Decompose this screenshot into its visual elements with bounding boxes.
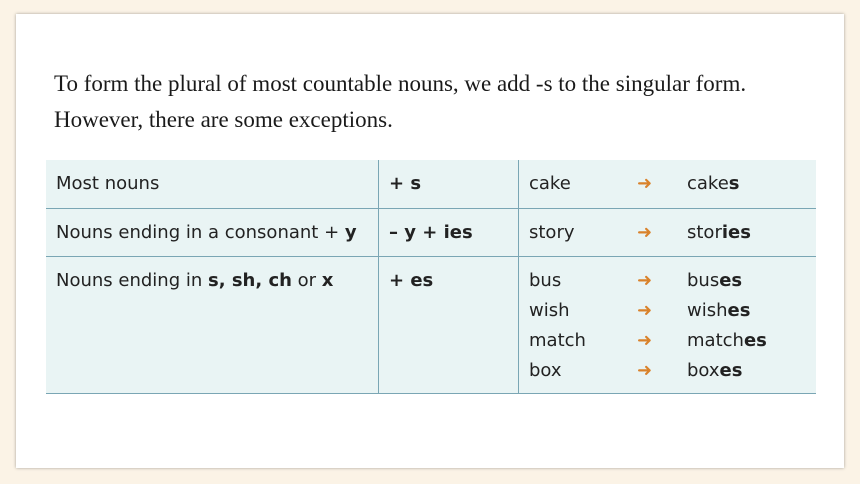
- table-row: [46, 209, 816, 257]
- singular-word: cake: [529, 173, 571, 194]
- table-row: [46, 160, 816, 209]
- example-pair: [529, 222, 806, 252]
- singular-word: bus: [529, 270, 562, 291]
- arrow-icon: ➜: [637, 300, 653, 321]
- plural-word: stories: [687, 222, 751, 243]
- arrow-icon: ➜: [637, 330, 653, 351]
- plural-word: wishes: [687, 300, 751, 321]
- example-pair: [529, 330, 806, 360]
- change-cell: [379, 209, 519, 257]
- change-cell: [379, 160, 519, 209]
- arrow-icon: ➜: [637, 173, 653, 194]
- example-pair: [529, 270, 806, 300]
- singular-word: wish: [529, 300, 570, 321]
- singular-word: box: [529, 360, 562, 381]
- rule-bold: y: [344, 222, 357, 243]
- plural-word: boxes: [687, 360, 743, 381]
- intro-line-1: To form the plural of most countable nouns, we add -s to the singular form.: [54, 71, 747, 96]
- plural-word: buses: [687, 270, 743, 291]
- rule-cell: [46, 209, 379, 257]
- rule-text: Most nouns: [56, 173, 160, 194]
- examples-cell: [519, 160, 817, 209]
- examples-cell: [519, 257, 817, 394]
- plural-word: matches: [687, 330, 767, 351]
- plural-word: cakes: [687, 173, 740, 194]
- change-text: – y + ies: [389, 222, 473, 243]
- rule-cell: Nouns ending in s, sh, ch or x: [46, 257, 379, 394]
- table-row: [46, 257, 816, 394]
- example-pair: [529, 300, 806, 330]
- intro-paragraph: [54, 66, 844, 138]
- change-text: + es: [389, 270, 434, 291]
- change-text: + s: [389, 173, 422, 194]
- change-cell: [379, 257, 519, 394]
- singular-word: match: [529, 330, 586, 351]
- examples-cell: [519, 209, 817, 257]
- plural-rules-table: [46, 160, 816, 394]
- arrow-icon: ➜: [637, 360, 653, 381]
- arrow-icon: ➜: [637, 270, 653, 291]
- example-pair: [529, 360, 806, 390]
- slide: [16, 14, 844, 468]
- rule-cell: [46, 160, 379, 209]
- intro-line-2: However, there are some exceptions.: [54, 107, 393, 132]
- example-pair: [529, 173, 806, 203]
- rule-text: Nouns ending in a consonant +: [56, 222, 345, 243]
- arrow-icon: ➜: [637, 222, 653, 243]
- singular-word: story: [529, 222, 575, 243]
